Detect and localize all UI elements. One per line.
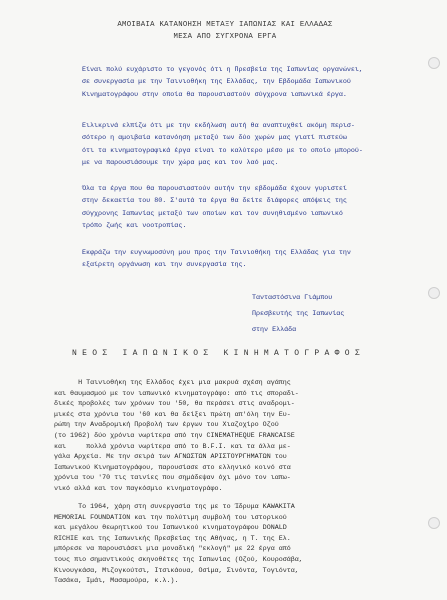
body-paragraph-1: Η Ταινιοθήκη της Ελλάδος έχει μια μακρυά σχέση αγάπης και θαυμασμού με τον ιαπωνικό κινηματογράφο: από τις σποραδι- δικές προβολές των χρόνων του '50, θα περάσει στις αναδρομι- μικές στα χρόνια του '60 και θα δείξει πρώτη απ'όλη την Ευ- ρώπη την Αναδρομική Προβολή των έργων του Χιαζοχίρο Οζού (το 1962) δύο χρόνια νωρίτερα από την CINEMATHEQUE FRANCAISE και πολλά χρόνια νωρίτερα από το B.F.I. και τα άλλα με- γάλα Αρχεία. Με την σειρά των ΑΓΝΩΣΤΩΝ ΑΡΙΣΤΟΥΡΓΗΜΑΤΩΝ του Ιαπωνικού Κινηματογράφου, παρουσίασε στο ελληνικό κοινό στα χρόνια του '70 τις ταινίες που σημάδεψαν όχι μόνο τον ιαπω- νικό αλλά και τον παγκόσμιο κινηματογράφο. — [54, 379, 299, 493]
section-title: ΝΕΟΣ ΙΑΠΩΝΙΚΟΣ ΚΙΝΗΜΑΤΟΓΡΑΦΟΣ — [72, 349, 365, 358]
paragraph-3: Όλα τα έργα που θα παρουσιαστούν αυτήν την εβδομάδα έχουν γυριστεί στην δεκαετία του 80. Σ'αυτά τα έργα θα δείτε διάφορες απόψεις της σύγχρονης Ιαπωνίας μεταξύ των οποίων και τον συνηθισμένο ιαπωνικό τρόπο ζωής και νοοτροπίας. — [82, 185, 347, 231]
signature-title: Πρεσβευτής της Ιαπωνίας — [252, 310, 345, 318]
paragraph-1: Είναι πολύ ευχάριστο το γεγονός ότι η Πρεσβεία της Ιαπωνίας οργανώνει, σε συνεργασία με την Ταινιοθήκη της Ελλάδας, την Εβδομάδα Ιαπωνικού Κινηματογράφου στην οποία θα παρουσιαστούν σύγχρονα ιαπωνικά έργα. — [82, 66, 363, 99]
signature-place: στην Ελλάδα — [252, 326, 297, 334]
punch-hole — [428, 287, 440, 299]
paragraph-2: Ειλικρινά ελπίζω ότι με την εκδήλωση αυτή θα αναπτυχθεί ακόμη περισ- σότερο η αμοιβαία κατανόηση μεταξύ των δύο χωρών μας γιατί πιστεύω ότι τα κινηματογραφικά έργα είναι το καλύτερο μέσο με το οποίο μπορού- με να παρουσιάσουμε την χώρα μας και τον λαό μας. — [82, 122, 363, 168]
header-line-1: ΑΜΟΙΒΑΙΑ ΚΑΤΑΝΟΗΣΗ ΜΕΤΑΞΥ ΙΑΠΩΝΙΑΣ ΚΑΙ ΕΛΛΑΔΑΣ — [117, 21, 333, 29]
header-line-2: ΜΕΣΑ ΑΠΟ ΣΥΓΧΡΟΝΑ ΕΡΓΑ — [173, 33, 277, 41]
body-paragraph-2: Το 1964, χάρη στη συνεργασία της με το Ίδρυμα KAWAKITA MEMORIAL FOUNDATION και την πολύτιμη συμβολή του ιστορικού και μεγάλου θεωρητικού του Ιαπωνικού κινηματογράφου DONALD RICHIE και της Ιαπωνικής Πρεσβείας της Αθήνας, η Τ. της Ελ. μπόρεσε να παρουσιάσει μια μοναδική "εκλογή" με 22 έργα από τους πιο σημαντικούς σκηνοθέτες της Ιαπωνίας (Οζού, Κουροσάβα, Κινουγκάσα, Μιζογκούτσι, Ιτσικάουα, Οσίμα, Σινόντα, Τογιόντα, Τασάκα, Ιμάι, Μασαμούρα, κ.λ.). — [54, 503, 303, 586]
signature-name: Τανταστόσινα Γιάμπου — [252, 294, 333, 302]
punch-hole — [428, 517, 440, 529]
paragraph-4: Εκφράζω την ευγνωμοσύνη μου προς την Ταινιοθήκη της Ελλάδας για την εξαίρετη οργάνωση και την συνεργασία της. — [82, 249, 351, 270]
punch-hole — [428, 57, 440, 69]
